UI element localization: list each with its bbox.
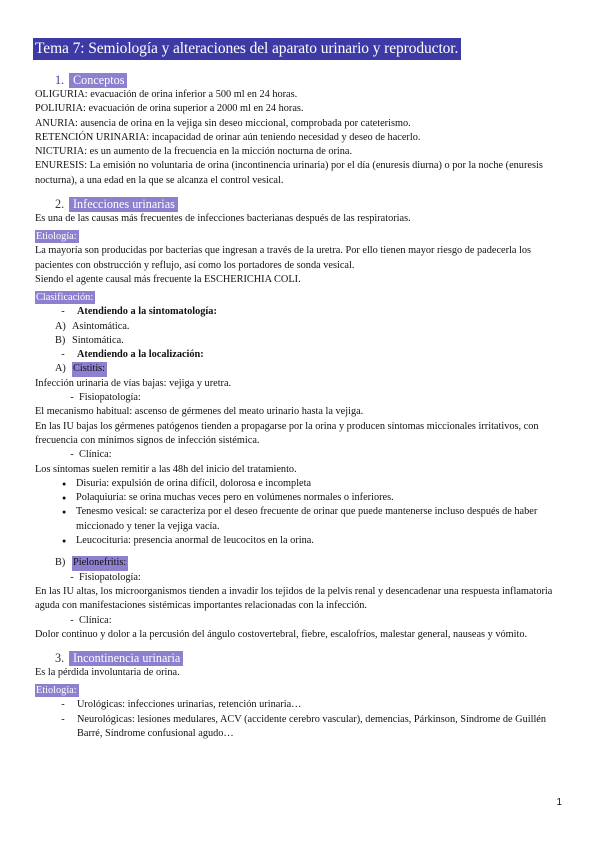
list-text: Urológicas: infecciones urinarias, retención urinaria… [77, 699, 302, 711]
paragraph: Siendo el agente causal más frecuente la ESCHERICHIA COLI. [35, 273, 301, 285]
section-number: 2. [55, 196, 65, 211]
paragraph: En las IU bajas los gérmenes patógenos tienden a propagarse por la orina y producen síntomas miccionales irritativos, con frecuencia con mínimos signos de infección sistémica. [35, 420, 539, 446]
alpha-marker: A) [55, 363, 66, 375]
highlight-label: Pielonefritis: [72, 556, 128, 570]
list-item [35, 391, 565, 405]
paragraph: Infección urinaria de vías bajas: vejiga y uretra. [35, 377, 232, 389]
dash-marker: - [61, 699, 65, 711]
page-title [35, 38, 565, 60]
section-title: Infecciones urinarias [69, 197, 178, 212]
bullet-item [35, 477, 565, 491]
bullet-text: Leucocituria: presencia anormal de leucocitos en la orina. [76, 535, 314, 547]
subheading: Atendiendo a la localización: [77, 349, 204, 361]
dash-marker: - [70, 449, 74, 461]
concept-line: OLIGURIA: evacuación de orina inferior a 500 ml en 24 horas. [35, 89, 298, 100]
highlight-label: Cistitis: [72, 362, 107, 376]
paragraph: El mecanismo habitual: ascenso de gérmenes del meato urinario hasta la vejiga. [35, 406, 364, 418]
list-item [35, 348, 565, 362]
section-title: Conceptos [69, 73, 127, 88]
list-text: Clínica: [79, 449, 112, 461]
dash-marker: - [61, 713, 65, 725]
list-text: Fisiopatología: [79, 571, 141, 583]
section-number: 1. [55, 72, 65, 87]
paragraph: Los síntomas suelen remitir a las 48h del inicio del tratamiento. [35, 463, 297, 475]
paragraph: La mayoría son producidas por bacterias que ingresan a través de la uretra. Por ello tienen mayor riesgo de padecerla los pacientes con obstrucción y reflujo, así como los portadores de sonda vesical. [35, 245, 532, 271]
concept-line: ENURESIS: La emisión no voluntaria de orina (incontinencia urinaria) por el día (enuresis diurna) o por la noche (enuresis nocturna), a una edad en la que se alcanza el control vesical. [35, 160, 543, 186]
section-heading-conceptos [55, 72, 565, 88]
list-item [35, 320, 565, 334]
list-item [35, 571, 565, 585]
paragraph: Dolor continuo y dolor a la percusión del ángulo costovertebral, fiebre, escalofríos, malestar general, nauseas y vómito. [35, 628, 528, 640]
list-item [35, 698, 565, 712]
list-text: Sintomática. [72, 334, 124, 346]
paragraph: Es una de las causas más frecuentes de infecciones bacterianas después de las respiratorias. [35, 213, 411, 225]
bullet-marker: ● [62, 479, 67, 488]
section-heading-infecciones [55, 196, 565, 212]
dash-marker: - [61, 306, 65, 318]
document-page [35, 38, 565, 741]
section-number: 3. [55, 650, 65, 665]
concept-line: NICTURIA: es un aumento de la frecuencia en la micción nocturna de orina. [35, 146, 353, 158]
bullet-text: Polaquiuria: se orina muchas veces pero en volúmenes normales o inferiores. [76, 492, 394, 504]
list-item [35, 556, 565, 570]
bullet-text: Tenesmo vesical: se caracteriza por el deseo frecuente de orinar que puede mantenerse incluso después de haber miccionado y tener la vejiga vacía. [76, 506, 538, 532]
section-title: Incontinencia urinaria [69, 651, 183, 666]
list-item [35, 334, 565, 348]
bullet-marker: ● [62, 494, 67, 503]
page-title-text: Tema 7: Semiología y alteraciones del aparato urinario y reproductor. [33, 38, 461, 60]
list-text: Asintomática. [72, 320, 130, 332]
dash-marker: - [61, 349, 65, 361]
bullet-marker: ● [62, 537, 67, 546]
concept-line: RETENCIÓN URINARIA: incapacidad de orinar aún teniendo necesidad y deseo de hacerlo. [35, 131, 421, 143]
list-item [35, 448, 565, 462]
bullet-item [35, 534, 565, 548]
section-heading-incontinencia [55, 650, 565, 666]
paragraph: En las IU altas, los microorganismos tienden a invadir los tejidos de la pelvis renal y desencadenar una respuesta inflamatoria aguda con manifestaciones sistémicas importantes relacionadas con la infección. [35, 585, 553, 612]
dash-marker: - [70, 392, 74, 404]
concept-line: ANURIA: ausencia de orina en la vejiga sin deseo miccional, comprobada por cateterismo. [35, 117, 411, 129]
bullet-item [35, 505, 565, 534]
bullet-marker: ● [62, 508, 67, 517]
list-item [35, 614, 565, 628]
bullet-item [35, 491, 565, 505]
dash-marker: - [70, 614, 74, 626]
list-item [35, 362, 565, 376]
etiologia-label: Etiología: [36, 231, 77, 243]
clasificacion-label: Clasificación: [36, 292, 94, 304]
alpha-marker: B) [55, 557, 66, 569]
list-item [35, 713, 565, 742]
bullet-text: Disuria: expulsión de orina difícil, dolorosa e incompleta [76, 477, 312, 489]
alpha-marker: B) [55, 334, 66, 346]
list-item [35, 305, 565, 319]
concept-line: POLIURIA: evacuación de orina superior a 2000 ml en 24 horas. [35, 103, 304, 115]
paragraph: Es la pérdida involuntaria de orina. [35, 667, 180, 679]
subheading: Atendiendo a la sintomatología: [77, 306, 217, 318]
list-text: Fisiopatología: [79, 392, 141, 404]
dash-marker: - [70, 571, 74, 583]
list-text: Clínica: [79, 614, 112, 626]
page-number: 1 [556, 797, 562, 808]
alpha-marker: A) [55, 320, 66, 332]
etiologia-label: Etiología: [36, 685, 77, 697]
list-text: Neurológicas: lesiones medulares, ACV (accidente cerebro vascular), demencias, Párkinson, Síndrome de Guillén Barré, Síndrome confusional agudo… [77, 713, 547, 739]
